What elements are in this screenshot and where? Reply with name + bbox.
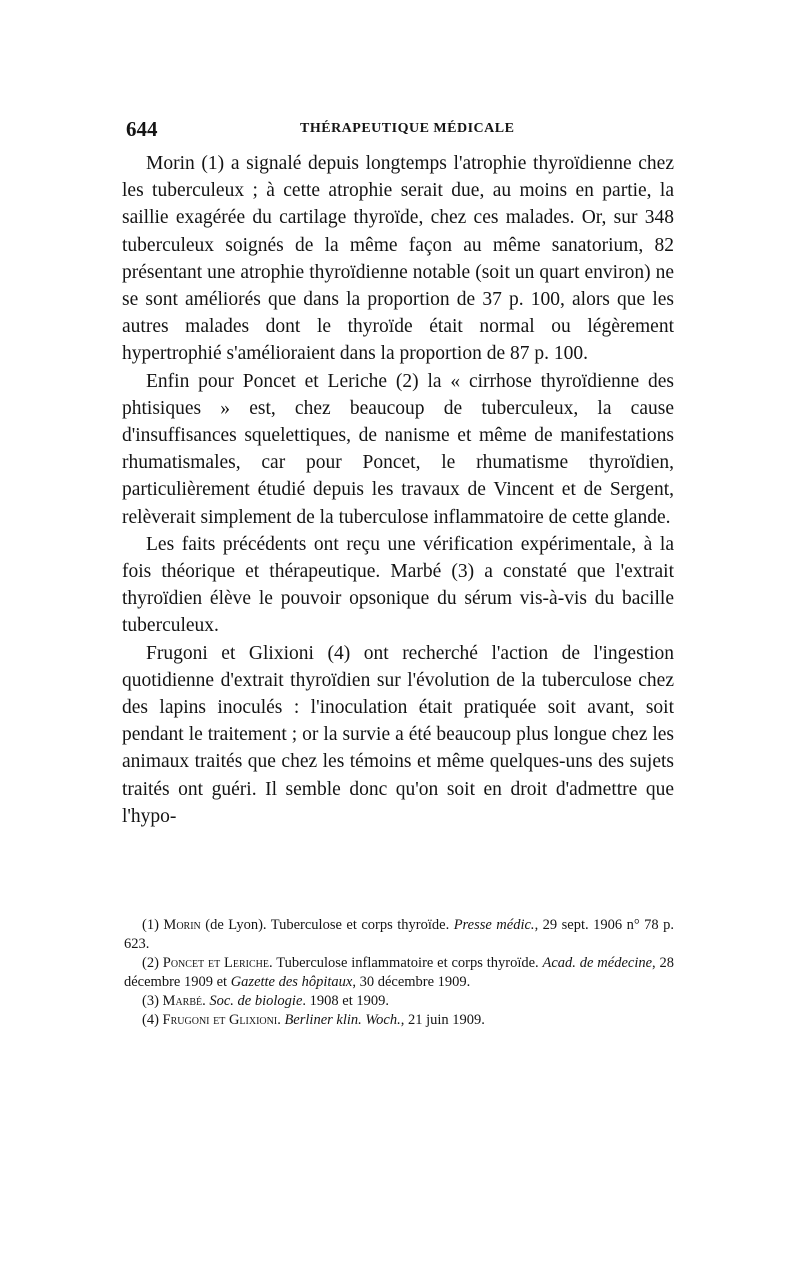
footnote-text: (de Lyon). Tuberculose et corps thyroïde. [205,917,450,933]
footnotes [124,916,674,1030]
paragraph-marbe: Les faits précédents ont reçu une vérification expérimentale, à la fois théorique et thérapeutique. Marbé (3) a constaté que l'extrait thyroïdien élève le pouvoir opsonique du sérum vis-à-vis du bacille tuberculeux. [122,533,674,637]
footnote-details: , 28 décembre 1909 et [124,955,675,990]
footnote-source: Berliner klin. Woch. [284,1012,401,1028]
footnote-source: Acad. de médecine [542,955,653,971]
footnote-source: Soc. de biologie [209,993,303,1009]
footnote-3 [124,992,674,1011]
paragraph-poncet-leriche: Enfin pour Poncet et Leriche (2) la « cirrhose thyroïdienne des phtisiques » est, chez beaucoup de tuberculeux, la cause d'insuffisances squelettiques, de nanisme et même de manifestations rhumatismales, car pour Poncet, le rhumatisme thyroïdien, particulièrement étudié depuis les travaux de Vincent et de Sergent, relèverait simplement de la tuberculose inflammatoire de cette glande. [122,370,674,528]
body-text [122,150,674,830]
footnote-marker: (2) [142,955,159,971]
footnote-author: Frugoni et Glixioni. [162,1012,281,1028]
footnote-details: , 21 juin 1909. [400,1012,485,1028]
paragraph-frugoni: Frugoni et Glixioni (4) ont recherché l'action de l'ingestion quotidienne d'extrait thyroïdien sur l'évolution de la tuberculose chez des lapins inoculés : l'inoculation était pratiquée soit avant, soit pendant le traitement ; or la survie a été beaucoup plus longue chez les animaux traités que chez les témoins et même quelques-uns des sujets traités ont guéri. Il semble donc qu'on soit en droit d'admettre que l'hypo- [122,642,674,827]
footnote-marker: (3) [142,993,159,1009]
footnote-2 [124,954,674,992]
footnote-author: Poncet et Leriche. [162,955,273,971]
running-title: THÉRAPEUTIQUE MÉDICALE [300,121,515,136]
footnote-source: Presse médic. [453,917,535,933]
footnote-source-2: Gazette des hôpitaux [230,974,353,990]
footnote-4 [124,1011,674,1030]
footnote-text: Tuberculose inflammatoire et corps thyroïde. [276,955,539,971]
footnote-marker: (1) [142,917,159,933]
paragraph-morin: Morin (1) a signalé depuis longtemps l'atrophie thyroïdienne chez les tuberculeux ; à cette atrophie serait due, au moins en partie, la saillie exagérée du cartilage thyroïde, chez ces malades. Or, sur 348 tuberculeux soignés de la même façon au même sanatorium, 82 présentant une atrophie thyroïdienne notable (soit un quart environ) ne se sont améliorés que dans la proportion de 37 p. 100, alors que les autres malades dont le thyroïde était normal ou légèrement hypertrophié s'amélioraient dans la proportion de 87 p. 100. [122,153,674,365]
page-header [126,117,674,141]
footnote-details-2: , 30 décembre 1909. [352,974,471,990]
footnote-author: Marbé. [162,993,206,1009]
page-number: 644 [126,117,158,141]
footnote-1 [124,916,674,954]
footnote-details: , 29 sept. 1906 n° 78 p. 623. [124,917,675,952]
footnote-details: . 1908 et 1909. [302,993,389,1009]
footnote-author: Morin [163,917,201,933]
footnote-marker: (4) [142,1012,159,1028]
